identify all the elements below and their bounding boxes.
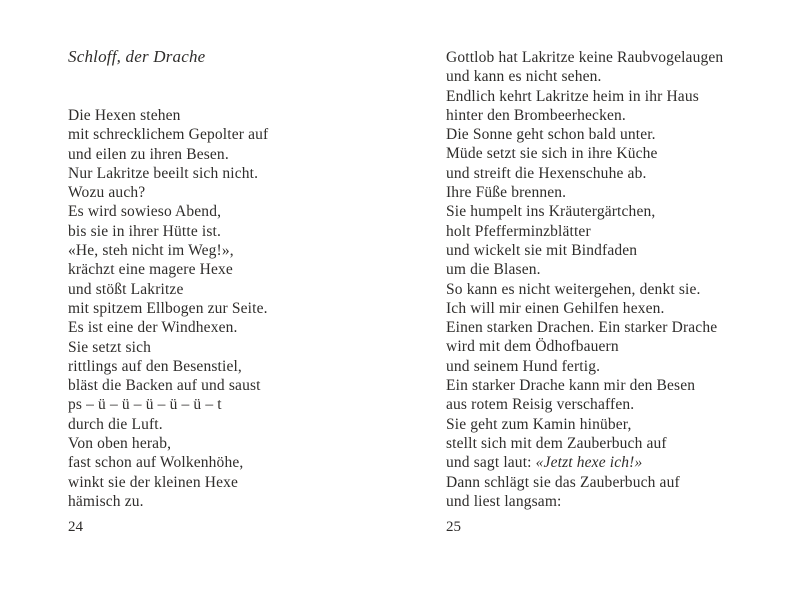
poem-line: Von oben herab,: [68, 435, 172, 453]
left-page-poem: [68, 106, 408, 511]
poem-line: ps – ü – ü – ü – ü – ü – t: [68, 396, 222, 414]
poem-line: und kann es nicht sehen.: [446, 68, 602, 86]
poem-line: und liest langsam:: [446, 492, 562, 510]
poem-line: und sagt laut: «Jetzt hexe ich!»: [446, 454, 643, 472]
right-page-number: 25: [446, 519, 461, 536]
poem-line: Müde setzt sie sich in ihre Küche: [446, 145, 658, 163]
poem-line: durch die Luft.: [68, 415, 163, 433]
poem-line: und eilen zu ihren Besen.: [68, 145, 229, 163]
poem-line: Gottlob hat Lakritze keine Raubvogelaugen: [446, 49, 724, 66]
left-page: [68, 46, 408, 537]
poem-line: winkt sie der kleinen Hexe: [68, 473, 239, 491]
italic-quote: «Jetzt hexe ich!»: [535, 454, 643, 472]
poem-line: um die Blasen.: [446, 261, 541, 279]
poem-line: So kann es nicht weitergehen, denkt sie.: [446, 280, 701, 298]
poem-line: wird mit dem Ödhofbauern: [446, 338, 619, 356]
poem-line: stellt sich mit dem Zauberbuch auf: [446, 434, 667, 452]
poem-line: Endlich kehrt Lakritze heim in ihr Haus: [446, 87, 699, 105]
poem-line: hinter den Brombeerhecken.: [446, 106, 626, 124]
right-page-poem: [446, 48, 776, 511]
poem-line: Sie humpelt ins Kräutergärtchen,: [446, 203, 656, 221]
poem-line: Ihre Füße brennen.: [446, 184, 567, 202]
left-page-number: 24: [68, 519, 83, 536]
poem-line: aus rotem Reisig verschaffen.: [446, 396, 635, 414]
poem-line: Die Sonne geht schon bald unter.: [446, 126, 656, 144]
poem-line: bis sie in ihrer Hütte ist.: [68, 222, 222, 240]
right-page: [446, 48, 776, 537]
poem-line: und streift die Hexenschuhe ab.: [446, 164, 647, 182]
poem-line: und stößt Lakritze: [68, 280, 184, 298]
poem-line: fast schon auf Wolkenhöhe,: [68, 454, 244, 472]
poem-line: hämisch zu.: [68, 492, 144, 510]
poem-line: und seinem Hund fertig.: [446, 357, 601, 375]
poem-line: und wickelt sie mit Bindfaden: [446, 241, 638, 259]
poem-line: Ich will mir einen Gehilfen hexen.: [446, 299, 665, 317]
poem-line: Es ist eine der Windhexen.: [68, 319, 238, 337]
poem-line: Wozu auch?: [68, 184, 146, 202]
poem-line: Die Hexen stehen: [68, 107, 181, 124]
poem-line: Nur Lakritze beeilt sich nicht.: [68, 164, 259, 182]
poem-line: Sie geht zum Kamin hinüber,: [446, 415, 632, 433]
poem-line: Einen starken Drachen. Ein starker Drache: [446, 319, 718, 337]
poem-line: mit spitzem Ellbogen zur Seite.: [68, 299, 268, 317]
poem-line: Dann schlägt sie das Zauberbuch auf: [446, 473, 680, 491]
chapter-title: Schloff, der Drache: [68, 47, 206, 66]
poem-line: «He, steh nicht im Weg!»,: [68, 242, 234, 260]
poem-line: mit schrecklichem Gepolter auf: [68, 126, 269, 144]
poem-line: Sie setzt sich: [68, 338, 152, 356]
poem-line: Es wird sowieso Abend,: [68, 203, 222, 221]
poem-line: holt Pfefferminzblätter: [446, 222, 591, 240]
poem-line: bläst die Backen auf und saust: [68, 377, 261, 395]
poem-line: krächzt eine magere Hexe: [68, 261, 233, 279]
poem-line: rittlings auf den Besenstiel,: [68, 357, 242, 375]
poem-line: Ein starker Drache kann mir den Besen: [446, 377, 696, 395]
